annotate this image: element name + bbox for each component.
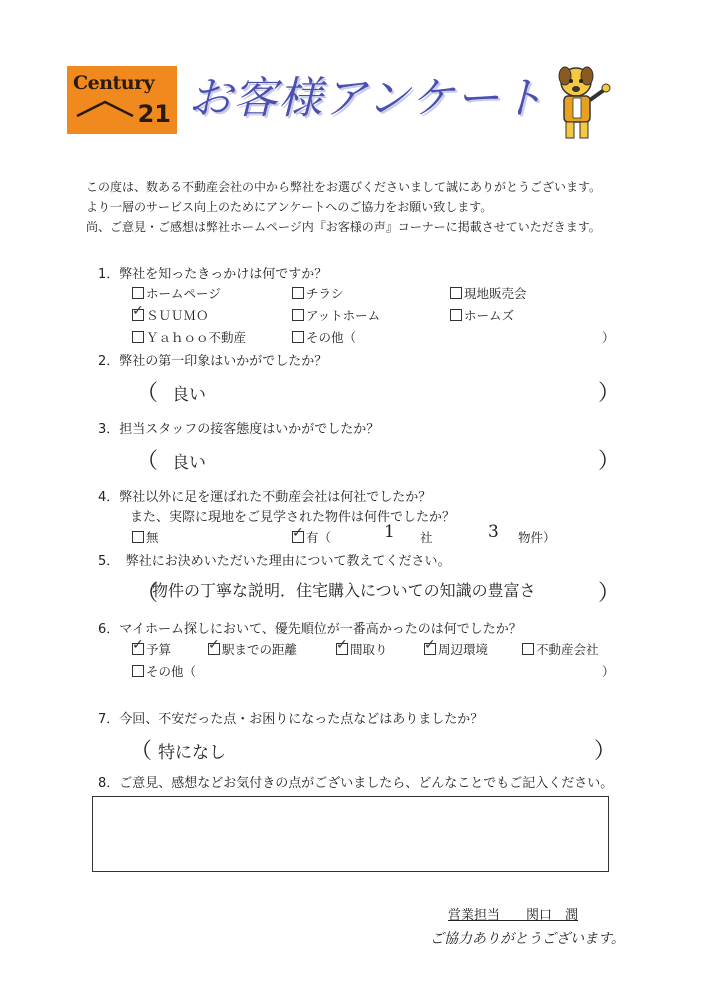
q4-properties-unit: 物件） [518, 530, 556, 545]
q2-paren-open: （ [136, 381, 159, 406]
q5-paren-close: ） [598, 581, 621, 606]
comment-textarea[interactable] [92, 796, 609, 872]
checkbox-checked[interactable] [336, 643, 348, 655]
checkbox[interactable] [522, 643, 534, 655]
q1-option-other[interactable]: その他（ [292, 328, 356, 346]
house-roof-icon [75, 96, 145, 118]
q1-other-close: ） [602, 330, 615, 345]
staff-signature: 営業担当 関口 潤 [448, 908, 579, 923]
q2-question: 2．弊社の第一印象はいかがでしたか？ [98, 354, 328, 369]
q4-companies-unit: 社 [420, 530, 433, 545]
q6-option-budget[interactable]: ✓予算 [132, 640, 171, 658]
checkbox[interactable] [450, 287, 462, 299]
q2-paren-close: ） [598, 381, 621, 406]
q1-option-flyer[interactable]: チラシ [292, 284, 344, 302]
checkbox[interactable] [292, 309, 304, 321]
q2-answer[interactable]: 良い [172, 385, 206, 405]
q1-option-open-house[interactable]: 現地販売会 [450, 284, 527, 302]
logo-number: 21 [137, 100, 171, 128]
q1-option-suumo[interactable]: ✓ＳＵＵＭＯ [132, 306, 209, 324]
q7-answer[interactable]: 特になし [158, 743, 226, 763]
intro-line-1: この度は、数ある不動産会社の中から弊社をお選びくださいまして誠にありがとうございます。 [86, 180, 602, 194]
q6-option-layout[interactable]: ✓ 間取り [336, 640, 388, 658]
checkbox[interactable] [450, 309, 462, 321]
dog-mascot-icon [556, 62, 618, 142]
q6-question: 6．マイホーム探しにおいて、優先順位が一番高かったのは何でしたか？ [98, 622, 522, 637]
checkbox-checked[interactable] [208, 643, 220, 655]
checkbox[interactable] [132, 665, 144, 677]
q8-question: 8．ご意見、感想などお気付きの点がございましたら、どんなことでもご記入ください。 [98, 776, 614, 791]
company-logo [67, 66, 177, 134]
q1-option-homes[interactable]: ホームズ [450, 306, 514, 324]
q6-other-close: ） [602, 664, 615, 679]
checkbox[interactable] [292, 331, 304, 343]
checkbox-checked[interactable] [424, 643, 436, 655]
q1-question: 1．弊社を知ったきっかけは何ですか？ [98, 267, 328, 282]
q3-paren-close: ） [598, 449, 621, 474]
q6-option-environment[interactable]: ✓ 周辺環境 [424, 640, 488, 658]
checkbox[interactable] [132, 531, 144, 543]
q6-option-agency[interactable]: 不動産会社 [522, 640, 599, 658]
q5-answer[interactable]: 物件の丁寧な説明．住宅購入についての知識の豊富さ [152, 581, 536, 600]
checkbox-checked[interactable] [132, 643, 144, 655]
q6-option-other[interactable]: その他（ [132, 662, 196, 680]
q4-companies-count[interactable]: 1 [384, 522, 395, 542]
intro-line-3: 尚、ご意見・ご感想は弊社ホームページ内『お客様の声』コーナーに掲載させていただきます。 [86, 220, 601, 234]
q3-paren-open: （ [136, 449, 159, 474]
q5-question: 5． 弊社にお決めいただいた理由について教えてください。 [98, 554, 451, 569]
q1-option-athome[interactable]: アットホーム [292, 306, 380, 324]
checkbox[interactable] [132, 331, 144, 343]
checkbox[interactable] [292, 287, 304, 299]
q1-option-homepage[interactable]: ホームページ [132, 284, 221, 302]
checkbox[interactable] [132, 287, 144, 299]
q5-paren-open: （ [136, 581, 159, 606]
q7-question: 7．今回、不安だった点・お困りになった点などはありましたか？ [98, 712, 484, 727]
checkbox-checked[interactable] [132, 309, 144, 321]
q4-question: 4．弊社以外に足を運ばれた不動産会社は何社でしたか？ [98, 490, 432, 505]
q4-option-none[interactable]: 無 [132, 528, 159, 546]
q1-option-yahoo[interactable]: Ｙａｈｏｏ不動産 [132, 328, 246, 346]
q4-question-2: また、実際に現地をご見学された物件は何件でしたか？ [130, 510, 456, 525]
q4-properties-count[interactable]: 3 [488, 522, 499, 542]
q7-paren-open: （ [130, 739, 153, 764]
q7-paren-close: ） [594, 739, 617, 764]
logo-brand-text: Century [73, 72, 155, 94]
checkbox-checked[interactable] [292, 531, 304, 543]
q3-question: 3．担当スタッフの接客態度はいかがでしたか？ [98, 422, 380, 437]
q4-option-yes[interactable]: ✓ 有（ [292, 528, 331, 546]
q3-answer[interactable]: 良い [172, 453, 206, 473]
page-title: お客様アンケート [188, 73, 546, 124]
q6-option-station[interactable]: ✓ 駅までの距離 [208, 640, 297, 658]
thanks-message: ご協力ありがとうございます。 [430, 931, 625, 947]
intro-line-2: より一層のサービス向上のためにアンケートへのご協力をお願い致します。 [86, 200, 493, 214]
